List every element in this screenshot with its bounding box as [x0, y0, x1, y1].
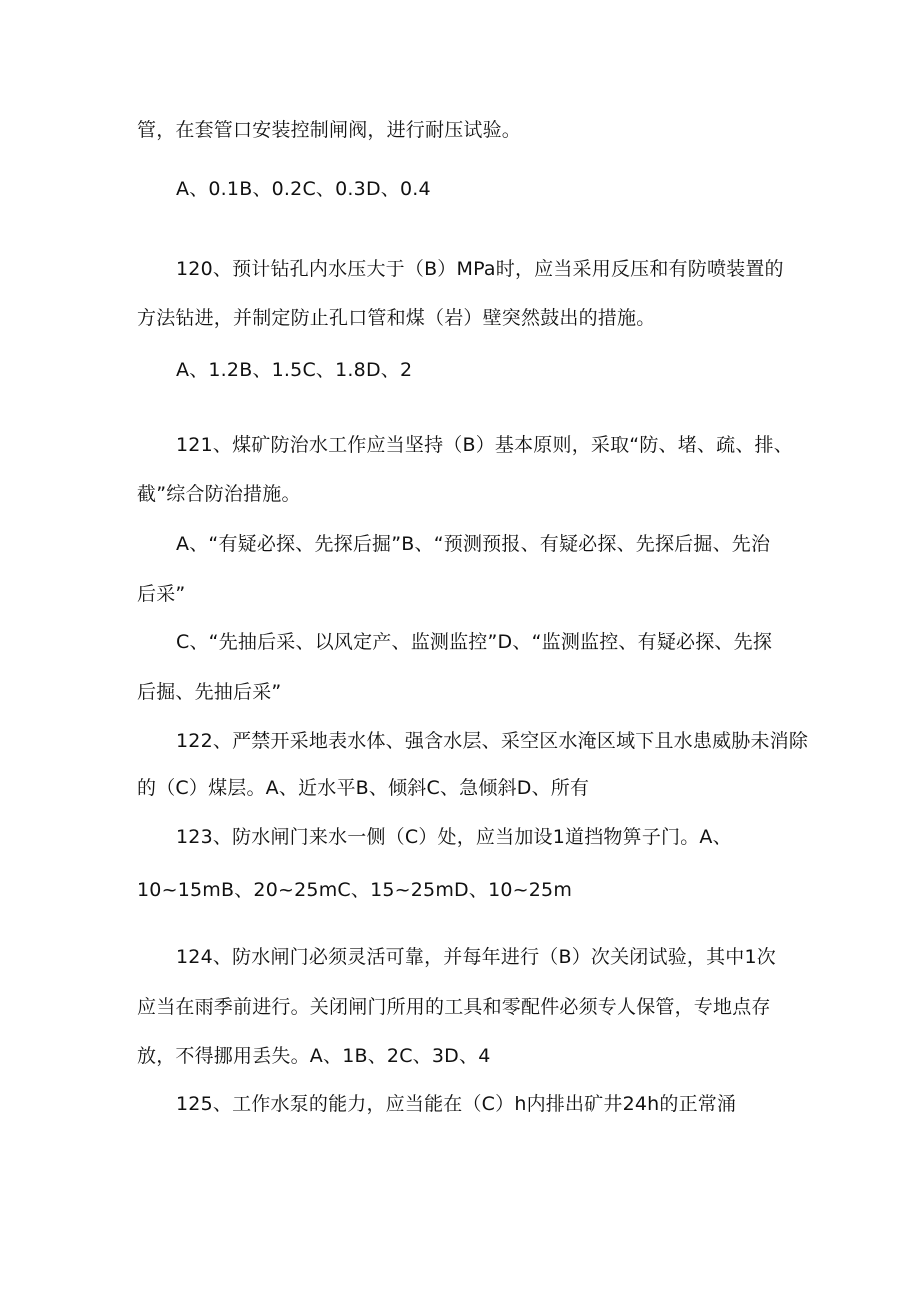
- question-125-line: 125、工作水泵的能力，应当能在（C）h内排出矿井24h的正常涌: [176, 1093, 737, 1115]
- options-line: A、1.2B、1.5C、1.8D、2: [176, 359, 413, 381]
- text-line: 后掘、先抽后采”: [137, 681, 282, 703]
- text-line: 后采”: [137, 583, 186, 605]
- question-122-line: 122、严禁开采地表水体、强含水层、采空区水淹区域下且水患威胁未消除: [176, 730, 809, 752]
- text-line: 的（C）煤层。A、近水平B、倾斜C、急倾斜D、所有: [137, 777, 590, 799]
- options-line: C、“先抽后采、以风定产、监测监控”D、“监测监控、有疑必探、先探: [176, 631, 773, 653]
- options-line: A、“有疑必探、先探后掘”B、“预测预报、有疑必探、先探后掘、先治: [176, 533, 771, 555]
- text-line: 放，不得挪用丢失。A、1B、2C、3D、4: [137, 1045, 491, 1067]
- question-124-line: 124、防水闸门必须灵活可靠，并每年进行（B）次关闭试验，其中1次: [176, 946, 776, 968]
- text-line: 管，在套管口安装控制闸阀，进行耐压试验。: [137, 119, 522, 141]
- question-121-line: 121、煤矿防治水工作应当坚持（B）基本原则，采取“防、堵、疏、排、: [176, 434, 793, 456]
- text-line: 应当在雨季前进行。关闭闸门所用的工具和零配件必须专人保管，专地点存: [137, 996, 771, 1018]
- question-120-line: 120、预计钻孔内水压大于（B）MPa时，应当采用反压和有防喷装置的: [176, 258, 784, 280]
- question-123-line: 123、防水闸门来水一侧（C）处，应当加设1道挡物箅子门。A、: [176, 826, 732, 848]
- options-line: 10~15mB、20~25mC、15~25mD、10~25m: [137, 879, 573, 901]
- text-line: 方法钻进，并制定防止孔口管和煤（岩）壁突然鼓出的措施。: [137, 307, 656, 329]
- text-line: A、0.1B、0.2C、0.3D、0.4: [176, 178, 431, 200]
- text-line: 截”综合防治措施。: [137, 483, 301, 505]
